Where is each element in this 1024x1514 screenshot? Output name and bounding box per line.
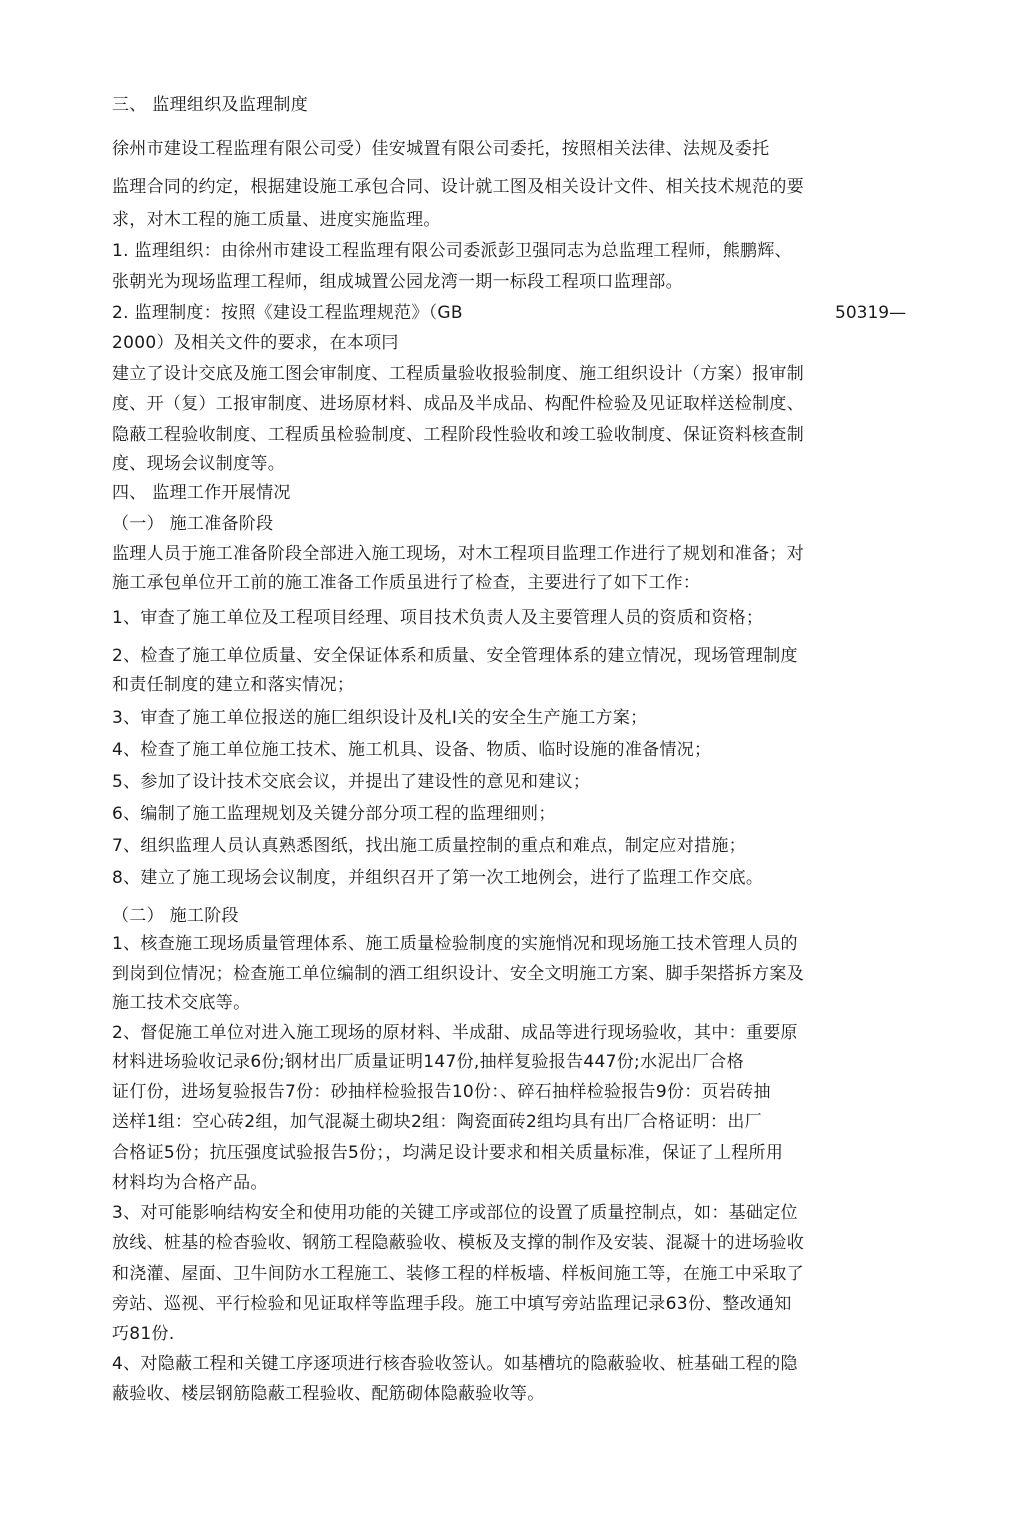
list-item: 3、对可能影响结构安全和使用功能的关键工序或部位的设置了质量控制点，如：基础定位 <box>112 1203 798 1223</box>
list-item: 6、编制了施工监理规划及关键分部分项工程的监理细则； <box>112 804 556 824</box>
text-line: 材料进场验收记录6份;钢材出厂质量证明147份,抽样复验报告447份;水泥出厂合格 <box>112 1052 744 1072</box>
text-line: 和责任制度的建立和落实情况； <box>112 675 355 695</box>
list-item: 1、核查施工现场质量管理体系、施工质量检验制度的实施悄况和现场施工技术管理人员的 <box>112 934 798 954</box>
text-line: 证仃份，进场复验报告7份：砂抽样检验报告10份：、碎石抽样检验报告9份：页岩砖抽 <box>112 1082 771 1102</box>
text-line: 合格证5份；抗压强度试验报告5份；，均满足设计要求和相关质量标准，保证了丄程所用 <box>112 1143 784 1163</box>
subsection-heading: （二） 施工阶段 <box>112 906 239 926</box>
list-item: 3、审查了施工单位报送的施匚组织设计及札I关的安全生产施工方案； <box>112 708 648 728</box>
text-line: 送样1组：空心砖2组，加气混凝土砌块2组：陶瓷面砖2组均具有出厂合格证明：出厂 <box>112 1112 762 1132</box>
section-heading-4: 四、 监理工作开展情况 <box>112 483 291 503</box>
list-item: 2、督促施工单位对进入施工现场的原材料、半成甜、成品等进行现场验收，其中：重要原 <box>112 1023 798 1043</box>
text-line: 隐蔽工程验收制度、工程质虽检验制度、工程阶段性验收和竣工验收制度、保证资料核查制 <box>112 425 804 445</box>
text-line: 2. 监理制度：按照《建设工程监理规范》（GB <box>112 303 463 323</box>
text-line: 2000）及相关文件的要求，在本项冃 <box>112 333 399 353</box>
list-item: 8、建立了施工现场会议制度，并组织召开了第一次工地例会，进行了监理工作交底。 <box>112 868 764 888</box>
list-item: 1、审查了施工单位及工程项目经理、项目技术负责人及主要管理人员的资质和资格； <box>112 608 764 628</box>
subsection-heading: （一） 施工准备阶段 <box>112 514 274 534</box>
text-line: 到岗到位情况；检查施工单位编制的酒工组织设计、安全文明施工方案、脚手架搭拆方案及 <box>112 964 804 984</box>
text-line: 材料均为合格产品。 <box>112 1173 268 1193</box>
text-line: 度、现场会议制度等。 <box>112 454 285 474</box>
text-line: 度、开（复）工报审制度、进场原材料、成品及半成品、构配件检验及见证取样送检制度、 <box>112 394 804 414</box>
section-heading-3: 三、 监理组织及监理制度 <box>112 95 309 115</box>
gb-number: 50319— <box>835 303 907 323</box>
text-line: 1. 监理组织：由徐州市建设工程监理有限公司委派彭卫强同志为总监理工程师，熊鹏辉、 <box>112 241 792 261</box>
text-line: 徐州市建设工程监理有限公司受）佳安城置有限公司委托，按照相关法律、法规及委托 <box>112 139 770 159</box>
list-item: 2、检查了施工单位质量、安全保证体系和质量、安全管理体系的建立情况，现场管理制度 <box>112 646 798 666</box>
text-line: 求，对木工程的施工质量、进度实施监理。 <box>112 210 441 230</box>
list-item: 7、组织监理人员认真熟悉图纸，找出施工质量控制的重点和难点，制定应对措施； <box>112 836 746 856</box>
text-line: 施工技术交底等。 <box>112 993 251 1013</box>
text-line: 张朝光为现场监理工程师，组成城置公园龙湾一期一标段工程项口监理部。 <box>112 272 683 292</box>
list-item: 5、参加了设计技术交底会议，并提出了建设性的意见和建议； <box>112 772 591 792</box>
text-line: 巧81份. <box>112 1324 175 1344</box>
list-item: 4、对隐蔽工程和关键工序逐项进行核杳验收签认。如基槽坑的隐蔽验收、桩基础工程的隐 <box>112 1354 798 1374</box>
text-line: 监理人员于施工准备阶段全部进入施工现场，对木工程项目监理工作进行了规划和准备；对 <box>112 544 804 564</box>
text-line: 建立了设计交底及施工图会审制度、工程质量验收报验制度、施工组织设计（方案）报审制 <box>112 364 804 384</box>
text-line: 旁站、巡视、平行检验和见证取样等监理手段。施工中填写旁站监理记录63份、整改通知 <box>112 1294 792 1314</box>
text-line: 蔽验收、楼层钢筋隐蔽工程验收、配筋砌体隐蔽验收等。 <box>112 1384 545 1404</box>
text-line: 和浇灌、屋面、卫牛间防水工程施工、装修工程的样板墙、样板间施工等，在施工中采取了 <box>112 1264 804 1284</box>
list-item: 4、检查了施工单位施工技术、施工机具、设备、物质、临时设施的准备情况； <box>112 740 712 760</box>
text-line: 监理合同的约定，根据建设施工承包合同、设计就工图及相关设计文件、相关技术规范的要 <box>112 177 804 197</box>
text-line: 施工承包单位开工前的施工准备工作质虽进行了检查，主要进行了如下工作： <box>112 573 701 593</box>
text-line: 放线、桩基的检杳验收、钢筋工程隐蔽验收、模板及支撑的制作及安装、混凝十的进场验收 <box>112 1233 804 1253</box>
